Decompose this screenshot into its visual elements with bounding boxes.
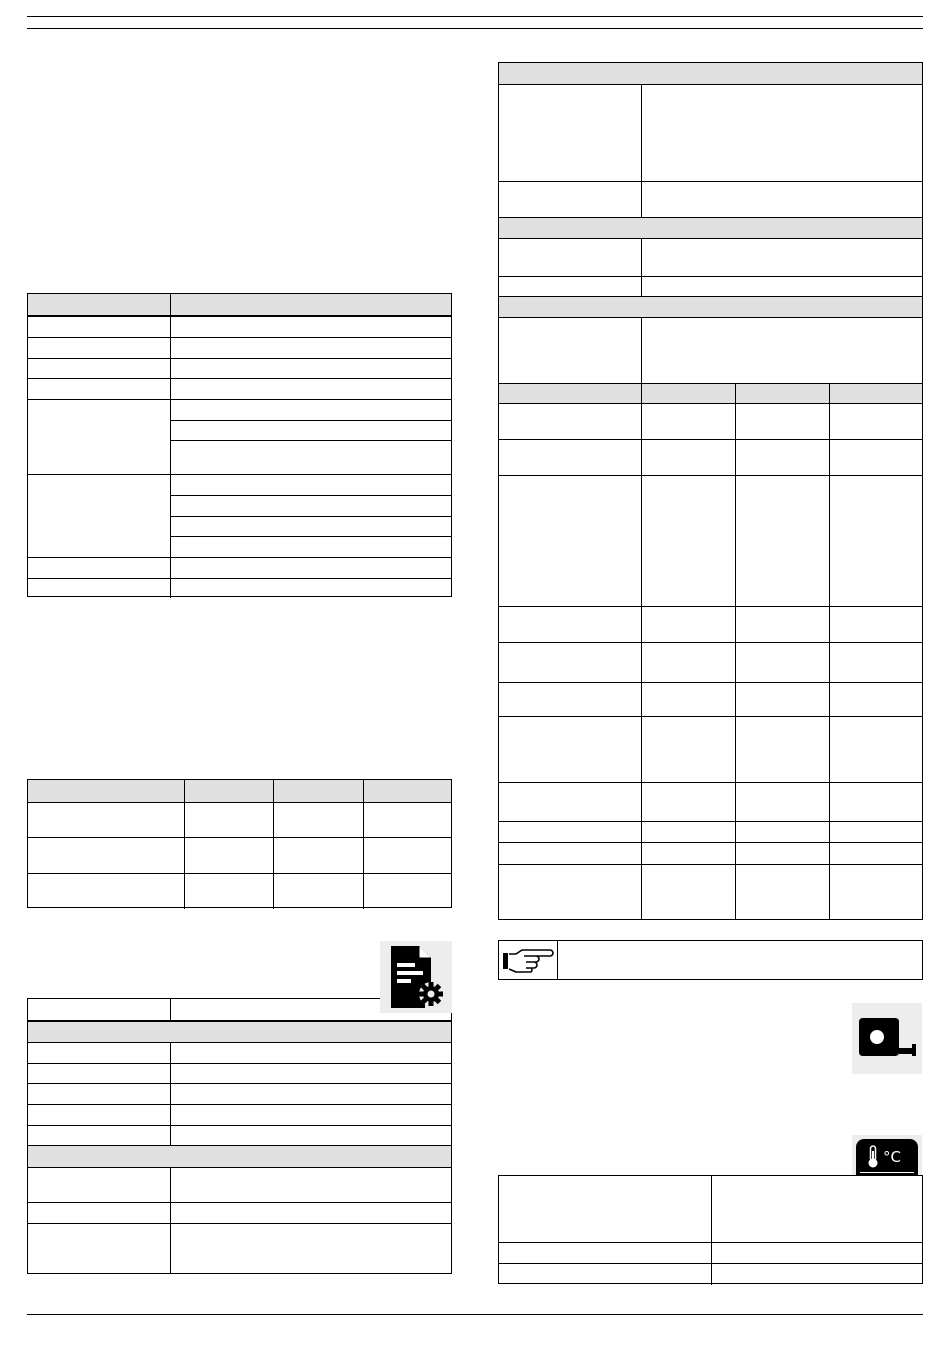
table-cell bbox=[829, 717, 922, 783]
left-table-2 bbox=[27, 779, 452, 908]
table-cell bbox=[28, 1202, 170, 1223]
table-header-cell bbox=[735, 383, 829, 403]
table-section-header bbox=[499, 63, 922, 84]
table-cell bbox=[28, 1083, 170, 1104]
header-rule-bottom bbox=[27, 28, 923, 29]
table-cell bbox=[641, 683, 735, 717]
table-cell bbox=[641, 403, 735, 439]
right-table-2 bbox=[498, 1175, 923, 1284]
table-cell bbox=[28, 1104, 170, 1125]
table-cell bbox=[28, 474, 170, 557]
table-cell bbox=[499, 276, 641, 296]
table-cell bbox=[499, 865, 641, 919]
table-cell bbox=[735, 475, 829, 606]
icon-divider bbox=[860, 1172, 914, 1173]
table-header-cell bbox=[273, 780, 363, 802]
table-header-cell bbox=[829, 383, 922, 403]
table-cell bbox=[170, 1083, 451, 1104]
table-cell bbox=[829, 783, 922, 822]
table-cell bbox=[28, 1167, 170, 1202]
table-cell bbox=[28, 399, 170, 474]
table-cell bbox=[170, 516, 451, 536]
table-cell bbox=[499, 643, 641, 683]
pointing-hand-icon bbox=[499, 941, 558, 979]
temperature-unit-label: °C bbox=[883, 1148, 901, 1166]
table-cell bbox=[170, 1104, 451, 1125]
table-cell bbox=[170, 440, 451, 474]
table-cell bbox=[499, 683, 641, 717]
table-cell bbox=[735, 607, 829, 643]
table-cell bbox=[499, 84, 641, 181]
table-cell bbox=[499, 717, 641, 783]
table-cell bbox=[28, 999, 170, 1021]
table-header-cell bbox=[363, 780, 451, 802]
table-cell bbox=[184, 837, 273, 873]
table-cell bbox=[28, 378, 170, 399]
note-box bbox=[498, 940, 923, 980]
table-cell bbox=[499, 783, 641, 822]
table-cell bbox=[829, 683, 922, 717]
table-cell bbox=[711, 1263, 922, 1285]
table-cell bbox=[711, 1176, 922, 1242]
table-cell bbox=[184, 802, 273, 837]
table-cell bbox=[499, 607, 641, 643]
table-cell bbox=[499, 403, 641, 439]
table-cell bbox=[28, 1223, 170, 1273]
table-header-cell bbox=[641, 383, 735, 403]
document-settings-icon bbox=[380, 941, 452, 1013]
table-cell bbox=[170, 1167, 451, 1202]
table-cell bbox=[28, 1042, 170, 1063]
table-cell bbox=[641, 643, 735, 683]
table-cell bbox=[170, 1063, 451, 1083]
table-cell bbox=[28, 578, 170, 598]
table-cell bbox=[170, 578, 451, 598]
table-cell bbox=[170, 1202, 451, 1223]
table-cell bbox=[641, 475, 735, 606]
left-table-3 bbox=[27, 998, 452, 1274]
table-cell bbox=[170, 420, 451, 440]
tape-measure-icon bbox=[852, 1003, 922, 1074]
table-cell bbox=[170, 1125, 451, 1145]
header-rule-top bbox=[27, 16, 923, 17]
table-cell bbox=[735, 683, 829, 717]
table-cell bbox=[499, 475, 641, 606]
table-cell bbox=[641, 276, 922, 296]
table-cell bbox=[735, 822, 829, 843]
table-header-cell bbox=[28, 294, 170, 316]
table-cell bbox=[170, 536, 451, 557]
table-cell bbox=[735, 783, 829, 822]
table-cell bbox=[28, 557, 170, 578]
table-cell bbox=[28, 1125, 170, 1145]
table-cell bbox=[170, 358, 451, 378]
table-cell bbox=[499, 317, 641, 383]
table-cell bbox=[170, 316, 451, 337]
table-cell bbox=[735, 865, 829, 919]
table-cell bbox=[499, 439, 641, 475]
table-cell bbox=[170, 1042, 451, 1063]
table-cell bbox=[170, 399, 451, 420]
table-cell bbox=[499, 238, 641, 276]
table-cell bbox=[829, 607, 922, 643]
table-cell bbox=[28, 358, 170, 378]
table-cell bbox=[735, 403, 829, 439]
table-cell bbox=[829, 843, 922, 865]
table-cell bbox=[829, 475, 922, 606]
table-cell bbox=[28, 337, 170, 358]
right-table-1 bbox=[498, 62, 923, 920]
table-cell bbox=[499, 1176, 711, 1242]
table-cell bbox=[641, 439, 735, 475]
table-cell bbox=[641, 865, 735, 919]
table-section-header bbox=[499, 296, 922, 317]
table-cell bbox=[170, 557, 451, 578]
table-cell bbox=[735, 643, 829, 683]
table-cell bbox=[735, 843, 829, 865]
table-cell bbox=[170, 337, 451, 358]
left-table-1 bbox=[27, 293, 452, 597]
table-section-header bbox=[499, 217, 922, 238]
thermometer-icon bbox=[866, 1145, 880, 1169]
table-cell bbox=[641, 84, 922, 181]
table-header-cell bbox=[28, 780, 184, 802]
table-cell bbox=[641, 717, 735, 783]
table-cell bbox=[499, 843, 641, 865]
table-cell bbox=[170, 474, 451, 495]
table-header-cell bbox=[170, 294, 451, 316]
table-cell bbox=[641, 822, 735, 843]
table-cell bbox=[273, 837, 363, 873]
table-cell bbox=[28, 802, 184, 837]
footer-rule bbox=[27, 1314, 923, 1315]
table-cell bbox=[829, 865, 922, 919]
table-cell bbox=[28, 837, 184, 873]
table-cell bbox=[28, 873, 184, 909]
table-cell bbox=[273, 873, 363, 909]
table-cell bbox=[829, 439, 922, 475]
table-cell bbox=[170, 1223, 451, 1273]
table-cell bbox=[641, 607, 735, 643]
table-cell bbox=[829, 643, 922, 683]
table-cell bbox=[829, 403, 922, 439]
table-cell bbox=[170, 495, 451, 516]
table-cell bbox=[28, 316, 170, 337]
table-cell bbox=[363, 802, 451, 837]
table-cell bbox=[829, 822, 922, 843]
table-cell bbox=[641, 783, 735, 822]
table-cell bbox=[28, 1063, 170, 1083]
table-cell bbox=[273, 802, 363, 837]
table-cell bbox=[170, 378, 451, 399]
table-header-cell bbox=[499, 383, 641, 403]
table-cell bbox=[499, 1263, 711, 1285]
table-cell bbox=[499, 822, 641, 843]
table-cell bbox=[499, 181, 641, 217]
table-section-header bbox=[28, 1021, 451, 1042]
table-header-cell bbox=[184, 780, 273, 802]
table-cell bbox=[641, 843, 735, 865]
table-cell bbox=[363, 873, 451, 909]
table-cell bbox=[641, 238, 922, 276]
table-cell bbox=[363, 837, 451, 873]
table-cell bbox=[499, 1242, 711, 1263]
table-cell bbox=[711, 1242, 922, 1263]
table-cell bbox=[735, 439, 829, 475]
table-cell bbox=[641, 317, 922, 383]
table-cell bbox=[184, 873, 273, 909]
table-cell bbox=[641, 181, 922, 217]
table-cell bbox=[735, 717, 829, 783]
table-section-header bbox=[28, 1145, 451, 1167]
